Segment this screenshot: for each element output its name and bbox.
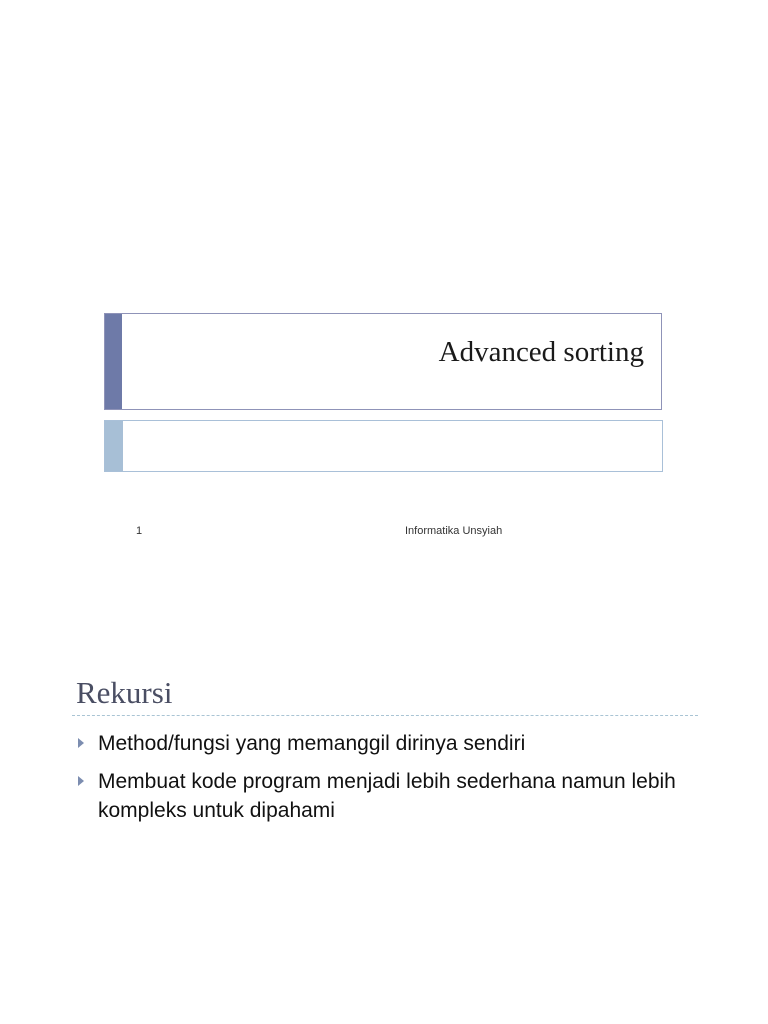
bullet-item	[78, 767, 698, 825]
triangle-bullet-icon	[78, 776, 84, 786]
title-accent-bar	[105, 314, 122, 409]
bullet-text: Method/fungsi yang memanggil dirinya sendiri	[98, 732, 526, 755]
footer-text: Informatika Unsyiah	[405, 525, 503, 537]
page-number: 1	[136, 525, 143, 537]
heading-divider	[72, 715, 698, 716]
bullet-item	[78, 729, 698, 758]
title-box	[104, 313, 662, 410]
triangle-bullet-icon	[78, 738, 84, 748]
section-heading: Rekursi	[76, 675, 173, 710]
bullet-list	[78, 729, 698, 834]
subtitle-accent-bar	[105, 421, 123, 471]
slide-title: Advanced sorting	[438, 336, 644, 368]
subtitle-box	[104, 420, 663, 472]
bullet-text: Membuat kode program menjadi lebih sederhana namun lebih kompleks untuk dipahami	[98, 770, 676, 822]
